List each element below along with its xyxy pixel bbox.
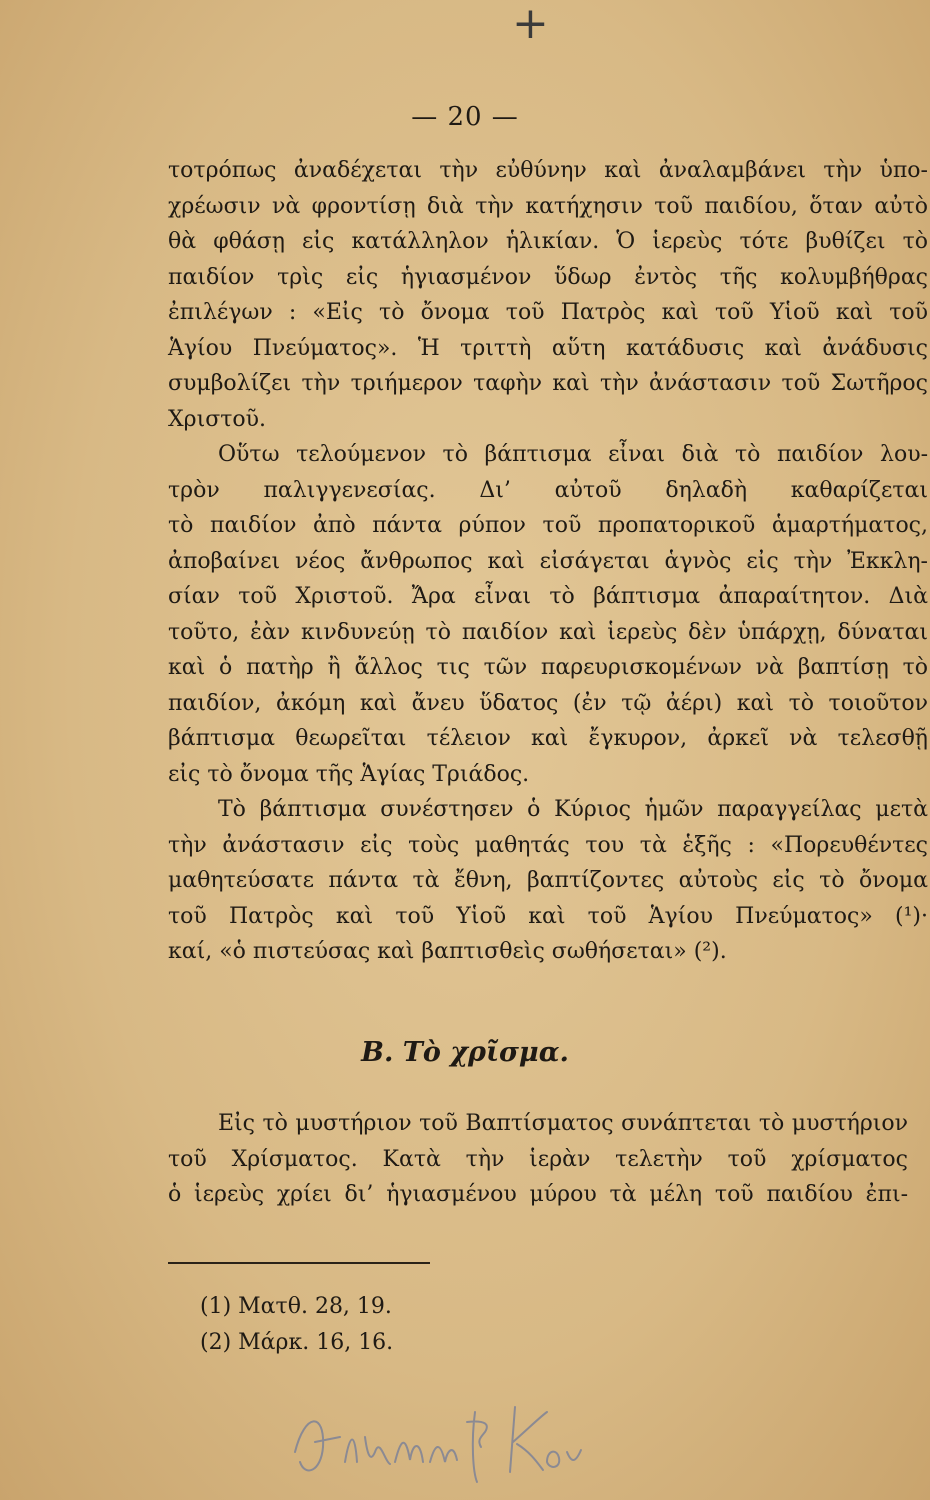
text-line: βάπτισμα θεωρεῖται τέλειον καὶ ἔγκυρον, ἀρκεῖ νὰ τελεσθῇ [168, 726, 928, 751]
section-2-text [168, 1106, 908, 1213]
handwritten-signature [285, 1392, 605, 1492]
text-line: χρέωσιν νὰ φροντίσῃ διὰ τὴν κατήχησιν τοῦ παιδίου, ὅταν αὐτὸ [168, 193, 928, 219]
text-line: Ἁγίου Πνεύματος». Ἡ τριττὴ αὕτη κατάδυσις καὶ ἀνάδυσις [168, 335, 928, 361]
paragraph-3 [168, 792, 928, 970]
text-line: Τὸ βάπτισμα συνέστησεν ὁ Κύριος ἡμῶν παραγγείλας μετὰ [218, 797, 928, 822]
text-line: μαθητεύσατε πάντα τὰ ἔθνη, βαπτίζοντες αὐτοὺς εἰς τὸ ὄνομα [168, 868, 928, 893]
text-line: τοῦ Χρίσματος. Κατὰ τὴν ἱερὰν τελετὴν τοῦ χρίσματος [168, 1146, 908, 1172]
text-line: τὴν ἀνάστασιν εἰς τοὺς μαθητάς του τὰ ἑξῆς : «Πορευθέντες [168, 832, 928, 858]
text-line: καί, «ὁ πιστεύσας καὶ βαπτισθεὶς σωθήσεται» (²). [168, 939, 727, 964]
text-line: θὰ φθάσῃ εἰς κατάλληλον ἡλικίαν. Ὁ ἱερεὺς τότε βυθίζει τὸ [168, 229, 928, 254]
main-text [168, 153, 928, 970]
text-line: τὸ παιδίον ἀπὸ πάντα ρύπον τοῦ προπατορικοῦ ἁμαρτήματος, [168, 513, 928, 538]
text-line: Χριστοῦ. [168, 406, 267, 432]
footnote-2: (2) Μάρκ. 16, 16. [200, 1330, 394, 1355]
text-line: τρὸν παλιγγενεσίας. Δι’ αὐτοῦ δηλαδὴ καθαρίζεται [168, 477, 928, 503]
pencil-cross-mark: + [512, 0, 549, 49]
text-line: σίαν τοῦ Χριστοῦ. Ἄρα εἶναι τὸ βάπτισμα ἀπαραίτητον. Διὰ [168, 584, 928, 609]
footnote-1: (1) Ματθ. 28, 19. [200, 1294, 392, 1319]
text-line: παιδίον, ἀκόμη καὶ ἄνευ ὕδατος (ἐν τῷ ἀέρι) καὶ τὸ τοιοῦτον [168, 690, 928, 716]
text-line: Εἰς τὸ μυστήριον τοῦ Βαπτίσματος συνάπτεται τὸ μυστήριον [218, 1111, 908, 1136]
text-line: ἐπιλέγων : «Εἰς τὸ ὄνομα τοῦ Πατρὸς καὶ τοῦ Υἱοῦ καὶ τοῦ [168, 300, 928, 325]
text-line: ἀποβαίνει νέος ἄνθρωπος καὶ εἰσάγεται ἁγνὸς εἰς τὴν Ἐκκλη- [168, 548, 928, 574]
footnote-divider [168, 1262, 430, 1264]
page-number: — 20 — [411, 102, 519, 132]
paragraph-1 [168, 153, 928, 437]
text-line: συμβολίζει τὴν τριήμερον ταφὴν καὶ τὴν ἀνάστασιν τοῦ Σωτῆρος [168, 371, 928, 396]
text-line: εἰς τὸ ὄνομα τῆς Ἁγίας Τριάδος. [168, 761, 530, 787]
text-line: παιδίον τρὶς εἰς ἡγιασμένον ὕδωρ ἐντὸς τῆς κολυμβήθρας [168, 264, 928, 290]
section-heading: Β. Τὸ χρῖσμα. [361, 1037, 569, 1068]
paragraph-2 [168, 437, 928, 792]
footnotes [200, 1289, 393, 1361]
text-line: καὶ ὁ πατὴρ ἢ ἄλλος τις τῶν παρευρισκομένων νὰ βαπτίσῃ τὸ [168, 655, 928, 680]
text-line: τοῦτο, ἐὰν κινδυνεύῃ τὸ παιδίον καὶ ἱερεὺς δὲν ὑπάρχῃ, δύναται [168, 619, 928, 645]
text-line: τοτρόπως ἀναδέχεται τὴν εὐθύνην καὶ ἀναλαμβάνει τὴν ὑπο- [168, 158, 928, 183]
text-line: τοῦ Πατρὸς καὶ τοῦ Υἱοῦ καὶ τοῦ Ἁγίου Πνεύματος» (¹)· [168, 903, 928, 929]
text-line: ὁ ἱερεὺς χρίει δι’ ἡγιασμένου μύρου τὰ μέλη τοῦ παιδίου ἐπι- [168, 1182, 908, 1207]
text-line: Οὕτω τελούμενον τὸ βάπτισμα εἶναι διὰ τὸ παιδίον λου- [218, 442, 928, 467]
